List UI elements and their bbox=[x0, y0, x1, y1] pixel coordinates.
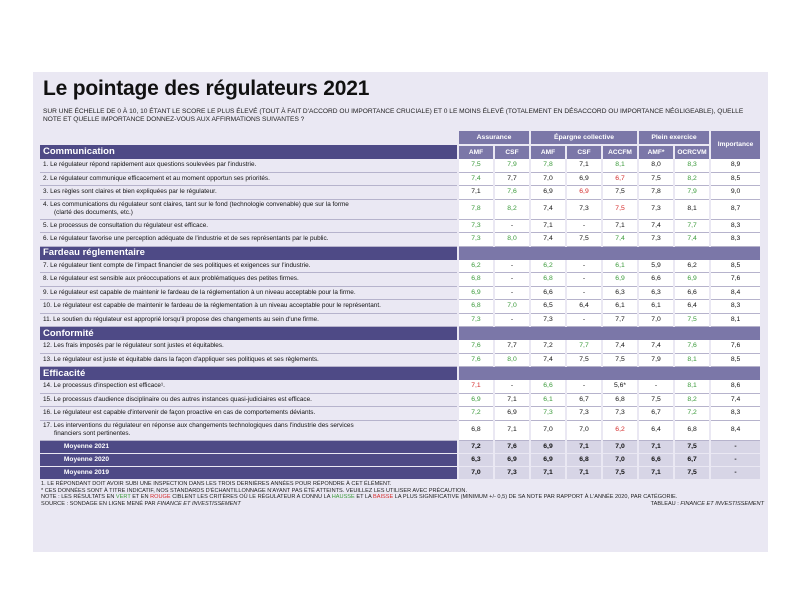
question-label: 4. Les communications du régulateur sont claires, tant sur le fond (technologie convenable) que sur la forme (clarté des documents, etc.) bbox=[40, 199, 458, 219]
average-cell: - bbox=[710, 466, 760, 479]
score-cell: 7,9 bbox=[638, 353, 674, 367]
score-cell: 6,9 bbox=[494, 407, 530, 421]
average-label: Moyenne 2019 bbox=[40, 466, 458, 479]
score-cell: 7,9 bbox=[674, 186, 710, 200]
table-row bbox=[40, 407, 760, 421]
table-row bbox=[40, 340, 760, 353]
footnote-asterisk: * CES DONNÉES SONT À TITRE INDICATIF, NOS STANDARDS D'ÉCHANTILLONNAGE N'AYANT PAS ÉTÉ ATTEINTS. VEUILLEZ LES UTILISER AVEC PRÉCAUTION. bbox=[41, 487, 467, 494]
score-cell: 6,9 bbox=[566, 172, 602, 186]
score-cell: 8,0 bbox=[494, 233, 530, 247]
score-cell: - bbox=[494, 273, 530, 287]
score-cell: 6,7 bbox=[638, 407, 674, 421]
importance-value: 8,3 bbox=[710, 233, 760, 247]
score-cell: 7,8 bbox=[530, 159, 566, 172]
table-credit: TABLEAU : FINANCE ET INVESTISSEMENT bbox=[650, 500, 764, 507]
score-cell: 7,1 bbox=[566, 159, 602, 172]
score-cell: - bbox=[566, 219, 602, 233]
question-label: 3. Les règles sont claires et bien expliquées par le régulateur. bbox=[40, 186, 458, 200]
score-cell: 7,8 bbox=[638, 186, 674, 200]
question-label: 14. Le processus d'inspection est efficace¹. bbox=[40, 380, 458, 393]
score-cell: 6,9 bbox=[566, 186, 602, 200]
average-cell: 7,0 bbox=[458, 466, 494, 479]
section-header: Efficacité bbox=[40, 367, 458, 381]
table-row bbox=[40, 393, 760, 407]
section-band bbox=[458, 246, 760, 260]
average-cell: 6,9 bbox=[494, 453, 530, 466]
score-cell: 6,9 bbox=[458, 393, 494, 407]
table-row bbox=[40, 313, 760, 327]
score-cell: - bbox=[494, 219, 530, 233]
score-cell: 7,3 bbox=[530, 313, 566, 327]
score-cell: 7,0 bbox=[530, 172, 566, 186]
section-header: Conformité bbox=[40, 327, 458, 341]
score-cell: 7,5 bbox=[674, 313, 710, 327]
score-cell: 7,4 bbox=[602, 233, 638, 247]
score-cell: 7,4 bbox=[602, 340, 638, 353]
score-cell: 7,5 bbox=[566, 233, 602, 247]
score-cell: 6,9 bbox=[674, 273, 710, 287]
score-cell: 7,3 bbox=[638, 233, 674, 247]
score-cell: 6,4 bbox=[638, 420, 674, 440]
score-cell: 7,2 bbox=[674, 407, 710, 421]
score-cell: 8,2 bbox=[494, 199, 530, 219]
average-cell: 6,9 bbox=[530, 440, 566, 453]
section-header: Communication bbox=[40, 145, 458, 159]
importance-value: 8,4 bbox=[710, 286, 760, 300]
score-cell: 6,1 bbox=[602, 260, 638, 273]
group-header: Épargne collective bbox=[530, 131, 638, 145]
average-label: Moyenne 2020 bbox=[40, 453, 458, 466]
footnote-1: 1. LE RÉPONDANT DOIT AVOIR SUBI UNE INSPECTION DANS LES TROIS DERNIÈRES ANNÉES POUR RÉPONDRE À CET ÉLÉMENT. bbox=[41, 481, 392, 487]
score-cell: 7,7 bbox=[494, 172, 530, 186]
score-cell: 7,5 bbox=[638, 172, 674, 186]
score-cell: 7,5 bbox=[638, 393, 674, 407]
score-cell: 7,5 bbox=[602, 199, 638, 219]
score-cell: 6,6 bbox=[530, 286, 566, 300]
score-cell: 8,1 bbox=[602, 159, 638, 172]
footnote-source: SOURCE : SONDAGE EN LIGNE MENÉ PAR FINANCE ET INVESTISSEMENT TABLEAU : FINANCE ET INVESTISSEMENT bbox=[41, 500, 764, 507]
average-cell: 7,1 bbox=[566, 440, 602, 453]
question-label: 12. Les frais imposés par le régulateur sont justes et équitables. bbox=[40, 340, 458, 353]
score-cell: 7,4 bbox=[638, 219, 674, 233]
score-cell: 8,0 bbox=[494, 353, 530, 367]
score-cell: 6,7 bbox=[566, 393, 602, 407]
question-label: 6. Le régulateur favorise une perception adéquate de l'industrie et de ses représentants par le public. bbox=[40, 233, 458, 247]
average-row bbox=[40, 440, 760, 453]
score-cell: 7,1 bbox=[494, 420, 530, 440]
average-cell: 7,5 bbox=[674, 466, 710, 479]
table-row bbox=[40, 300, 760, 314]
average-cell: 6,7 bbox=[674, 453, 710, 466]
question-label: 1. Le régulateur répond rapidement aux questions soulevées par l'industrie. bbox=[40, 159, 458, 172]
score-cell: 6,1 bbox=[602, 300, 638, 314]
score-cell: - bbox=[566, 273, 602, 287]
group-header: Plein exercice bbox=[638, 131, 710, 145]
importance-value: 8,4 bbox=[710, 420, 760, 440]
question-label: 11. Le soutien du régulateur est approprié lorsqu'il propose des changements au sein d'une firme. bbox=[40, 313, 458, 327]
question-label: 16. Le régulateur est capable d'intervenir de façon proactive en cas de comportements déviants. bbox=[40, 407, 458, 421]
table-row bbox=[40, 273, 760, 287]
average-cell: 7,1 bbox=[638, 440, 674, 453]
average-cell: 6,8 bbox=[566, 453, 602, 466]
importance-value: 8,3 bbox=[710, 407, 760, 421]
section-band bbox=[458, 367, 760, 381]
question-label: 5. Le processus de consultation du régulateur est efficace. bbox=[40, 219, 458, 233]
importance-value: 8,5 bbox=[710, 260, 760, 273]
table-row bbox=[40, 233, 760, 247]
column-header: ACCFM bbox=[602, 145, 638, 159]
score-cell: 7,4 bbox=[674, 233, 710, 247]
importance-value: 7,4 bbox=[710, 393, 760, 407]
importance-value: 8,1 bbox=[710, 313, 760, 327]
table-row bbox=[40, 420, 760, 440]
column-header: OCRCVM bbox=[674, 145, 710, 159]
score-cell: 7,3 bbox=[566, 199, 602, 219]
score-cell: - bbox=[494, 260, 530, 273]
score-cell: 7,2 bbox=[458, 407, 494, 421]
score-cell: 8,3 bbox=[674, 159, 710, 172]
score-cell: 7,4 bbox=[458, 172, 494, 186]
column-header: AMF bbox=[458, 145, 494, 159]
score-cell: 6,7 bbox=[602, 172, 638, 186]
importance-value: 8,3 bbox=[710, 300, 760, 314]
score-cell: - bbox=[566, 260, 602, 273]
score-cell: 8,2 bbox=[674, 393, 710, 407]
score-cell: 6,9 bbox=[458, 286, 494, 300]
score-cell: 5,9 bbox=[638, 260, 674, 273]
importance-header: Importance bbox=[710, 131, 760, 159]
table-row bbox=[40, 353, 760, 367]
score-cell: 7,0 bbox=[530, 420, 566, 440]
average-cell: 7,2 bbox=[458, 440, 494, 453]
score-cell: - bbox=[638, 380, 674, 393]
section-band bbox=[458, 327, 760, 341]
average-cell: 6,3 bbox=[458, 453, 494, 466]
score-cell: 7,0 bbox=[638, 313, 674, 327]
table-row bbox=[40, 199, 760, 219]
column-header: CSF bbox=[494, 145, 530, 159]
question-label: 17. Les interventions du régulateur en réponse aux changements technologiques dans l'industrie des services financiers sont pertinentes. bbox=[40, 420, 458, 440]
score-cell: 7,5 bbox=[458, 159, 494, 172]
score-cell: 7,3 bbox=[458, 219, 494, 233]
score-cell: 7,4 bbox=[530, 353, 566, 367]
score-cell: 7,9 bbox=[494, 159, 530, 172]
average-cell: 7,6 bbox=[494, 440, 530, 453]
average-cell: - bbox=[710, 453, 760, 466]
score-cell: 7,1 bbox=[494, 393, 530, 407]
score-cell: 7,0 bbox=[494, 300, 530, 314]
score-cell: 7,5 bbox=[566, 353, 602, 367]
section-header: Fardeau réglementaire bbox=[40, 246, 458, 260]
score-cell: 7,8 bbox=[458, 199, 494, 219]
score-cell: 7,4 bbox=[638, 340, 674, 353]
score-cell: 7,1 bbox=[530, 219, 566, 233]
score-cell: 6,2 bbox=[602, 420, 638, 440]
score-cell: 7,5 bbox=[602, 353, 638, 367]
average-cell: 7,5 bbox=[602, 466, 638, 479]
score-cell: 7,4 bbox=[530, 233, 566, 247]
score-cell: 7,3 bbox=[566, 407, 602, 421]
average-row bbox=[40, 453, 760, 466]
score-cell: - bbox=[494, 286, 530, 300]
score-cell: 6,1 bbox=[638, 300, 674, 314]
question-label: 7. Le régulateur tient compte de l'impact financier de ses politiques et exigences sur l'industrie. bbox=[40, 260, 458, 273]
table-row bbox=[40, 286, 760, 300]
importance-value: 8,9 bbox=[710, 159, 760, 172]
table-corner bbox=[40, 131, 458, 145]
question-label: 8. Le régulateur est sensible aux préoccupations et aux problématiques des petites firmes. bbox=[40, 273, 458, 287]
intro-text: SUR UNE ÉCHELLE DE 0 À 10, 10 ÉTANT LE SCORE LE PLUS ÉLEVÉ (TOUT À FAIT D'ACCORD OU IMPORTANCE CRUCIALE) ET 0 LE MOINS ÉLEVÉ (TOTALEMENT EN DÉSACCORD OU IMPORTANCE NÉGLIGEABLE), QUELLE NOTE ET QUELLE IMPORTANCE DONNEZ-VOUS AUX AFFIRMATIONS SUIVANTES ? bbox=[43, 108, 744, 123]
importance-value: 8,6 bbox=[710, 380, 760, 393]
score-cell: 7,7 bbox=[602, 313, 638, 327]
scorecard-panel bbox=[33, 72, 768, 552]
score-cell: 7,3 bbox=[458, 313, 494, 327]
score-cell: - bbox=[566, 313, 602, 327]
question-label: 15. Le processus d'audience disciplinaire ou des autres instances quasi-judiciaires est efficace. bbox=[40, 393, 458, 407]
score-cell: 6,8 bbox=[458, 273, 494, 287]
importance-value: 8,5 bbox=[710, 172, 760, 186]
score-cell: 6,6 bbox=[530, 380, 566, 393]
score-cell: 7,1 bbox=[458, 186, 494, 200]
score-cell: 7,7 bbox=[566, 340, 602, 353]
score-cell: 7,6 bbox=[494, 186, 530, 200]
score-cell: 6,4 bbox=[566, 300, 602, 314]
importance-value: 8,7 bbox=[710, 199, 760, 219]
score-cell: 6,9 bbox=[602, 273, 638, 287]
score-cell: 7,3 bbox=[638, 199, 674, 219]
importance-value: 7,6 bbox=[710, 340, 760, 353]
question-label: 13. Le régulateur est juste et équitable dans la façon d'appliquer ses politiques et ses règlements. bbox=[40, 353, 458, 367]
score-cell: 7,6 bbox=[674, 340, 710, 353]
score-cell: 8,1 bbox=[674, 353, 710, 367]
question-label: 2. Le régulateur communique efficacement et au moment opportun ses priorités. bbox=[40, 172, 458, 186]
score-cell: 6,6 bbox=[674, 286, 710, 300]
footnote-legend: NOTE : LES RÉSULTATS EN VERT ET EN ROUGE CIBLENT LES CRITÈRES OÙ LE RÉGULATEUR A CONNU LA HAUSSE ET LA BAISSE LA PLUS SIGNIFICATIVE (MINIMUM +/- 0,5) DE SA NOTE PAR RAPPORT À L'ANNÉE 2020, PAR CATÉGORIE. bbox=[41, 494, 678, 501]
table-row bbox=[40, 260, 760, 273]
score-cell: 7,3 bbox=[530, 407, 566, 421]
average-cell: 6,6 bbox=[638, 453, 674, 466]
score-cell: 6,4 bbox=[674, 300, 710, 314]
average-cell: 7,1 bbox=[530, 466, 566, 479]
score-cell: - bbox=[566, 380, 602, 393]
column-header: AMF bbox=[530, 145, 566, 159]
average-cell: 7,0 bbox=[602, 453, 638, 466]
score-cell: 6,3 bbox=[602, 286, 638, 300]
score-cell: 6,6 bbox=[638, 273, 674, 287]
page-title: Le pointage des régulateurs 2021 bbox=[43, 77, 370, 100]
score-cell: 8,1 bbox=[674, 199, 710, 219]
importance-value: 7,6 bbox=[710, 273, 760, 287]
average-cell: 7,1 bbox=[638, 466, 674, 479]
table-row bbox=[40, 186, 760, 200]
group-header: Assurance bbox=[458, 131, 530, 145]
score-cell: 6,8 bbox=[458, 420, 494, 440]
scores-table bbox=[40, 131, 760, 480]
score-cell: 6,5 bbox=[530, 300, 566, 314]
score-cell: - bbox=[494, 313, 530, 327]
score-cell: 6,8 bbox=[530, 273, 566, 287]
average-cell: 7,5 bbox=[674, 440, 710, 453]
average-cell: 7,1 bbox=[566, 466, 602, 479]
score-cell: 7,4 bbox=[530, 199, 566, 219]
question-label: 10. Le régulateur est capable de maintenir le fardeau de la réglementation à un niveau acceptable pour le représentant. bbox=[40, 300, 458, 314]
score-cell: 7,6 bbox=[458, 340, 494, 353]
table-row bbox=[40, 172, 760, 186]
score-cell: 6,2 bbox=[530, 260, 566, 273]
average-row bbox=[40, 466, 760, 479]
average-cell: 7,3 bbox=[494, 466, 530, 479]
score-cell: 7,3 bbox=[602, 407, 638, 421]
average-cell: 7,0 bbox=[602, 440, 638, 453]
score-cell: 6,2 bbox=[458, 260, 494, 273]
importance-value: 8,3 bbox=[710, 219, 760, 233]
score-cell: 6,2 bbox=[674, 260, 710, 273]
score-cell: 8,2 bbox=[674, 172, 710, 186]
column-header: CSF bbox=[566, 145, 602, 159]
score-cell: - bbox=[566, 286, 602, 300]
score-cell: 6,8 bbox=[458, 300, 494, 314]
score-cell: 8,1 bbox=[674, 380, 710, 393]
score-cell: 6,3 bbox=[638, 286, 674, 300]
score-cell: 7,7 bbox=[494, 340, 530, 353]
table-row bbox=[40, 380, 760, 393]
importance-value: 9,0 bbox=[710, 186, 760, 200]
score-cell: 7,1 bbox=[602, 219, 638, 233]
importance-value: 8,5 bbox=[710, 353, 760, 367]
score-cell: 7,7 bbox=[674, 219, 710, 233]
question-label: 9. Le régulateur est capable de maintenir le fardeau de la réglementation à un niveau acceptable pour la firme. bbox=[40, 286, 458, 300]
score-cell: 7,3 bbox=[458, 233, 494, 247]
score-cell: 7,0 bbox=[566, 420, 602, 440]
column-header: AMF* bbox=[638, 145, 674, 159]
score-cell: 7,5 bbox=[602, 186, 638, 200]
score-cell: 6,9 bbox=[530, 186, 566, 200]
score-cell: - bbox=[494, 380, 530, 393]
average-label: Moyenne 2021 bbox=[40, 440, 458, 453]
average-cell: - bbox=[710, 440, 760, 453]
score-cell: 5,6* bbox=[602, 380, 638, 393]
footnotes bbox=[41, 481, 766, 507]
table-row bbox=[40, 159, 760, 172]
score-cell: 6,1 bbox=[530, 393, 566, 407]
score-cell: 7,1 bbox=[458, 380, 494, 393]
average-cell: 6,9 bbox=[530, 453, 566, 466]
score-cell: 6,8 bbox=[674, 420, 710, 440]
table-row bbox=[40, 219, 760, 233]
score-cell: 7,6 bbox=[458, 353, 494, 367]
score-cell: 7,2 bbox=[530, 340, 566, 353]
score-cell: 6,8 bbox=[602, 393, 638, 407]
score-cell: 8,0 bbox=[638, 159, 674, 172]
